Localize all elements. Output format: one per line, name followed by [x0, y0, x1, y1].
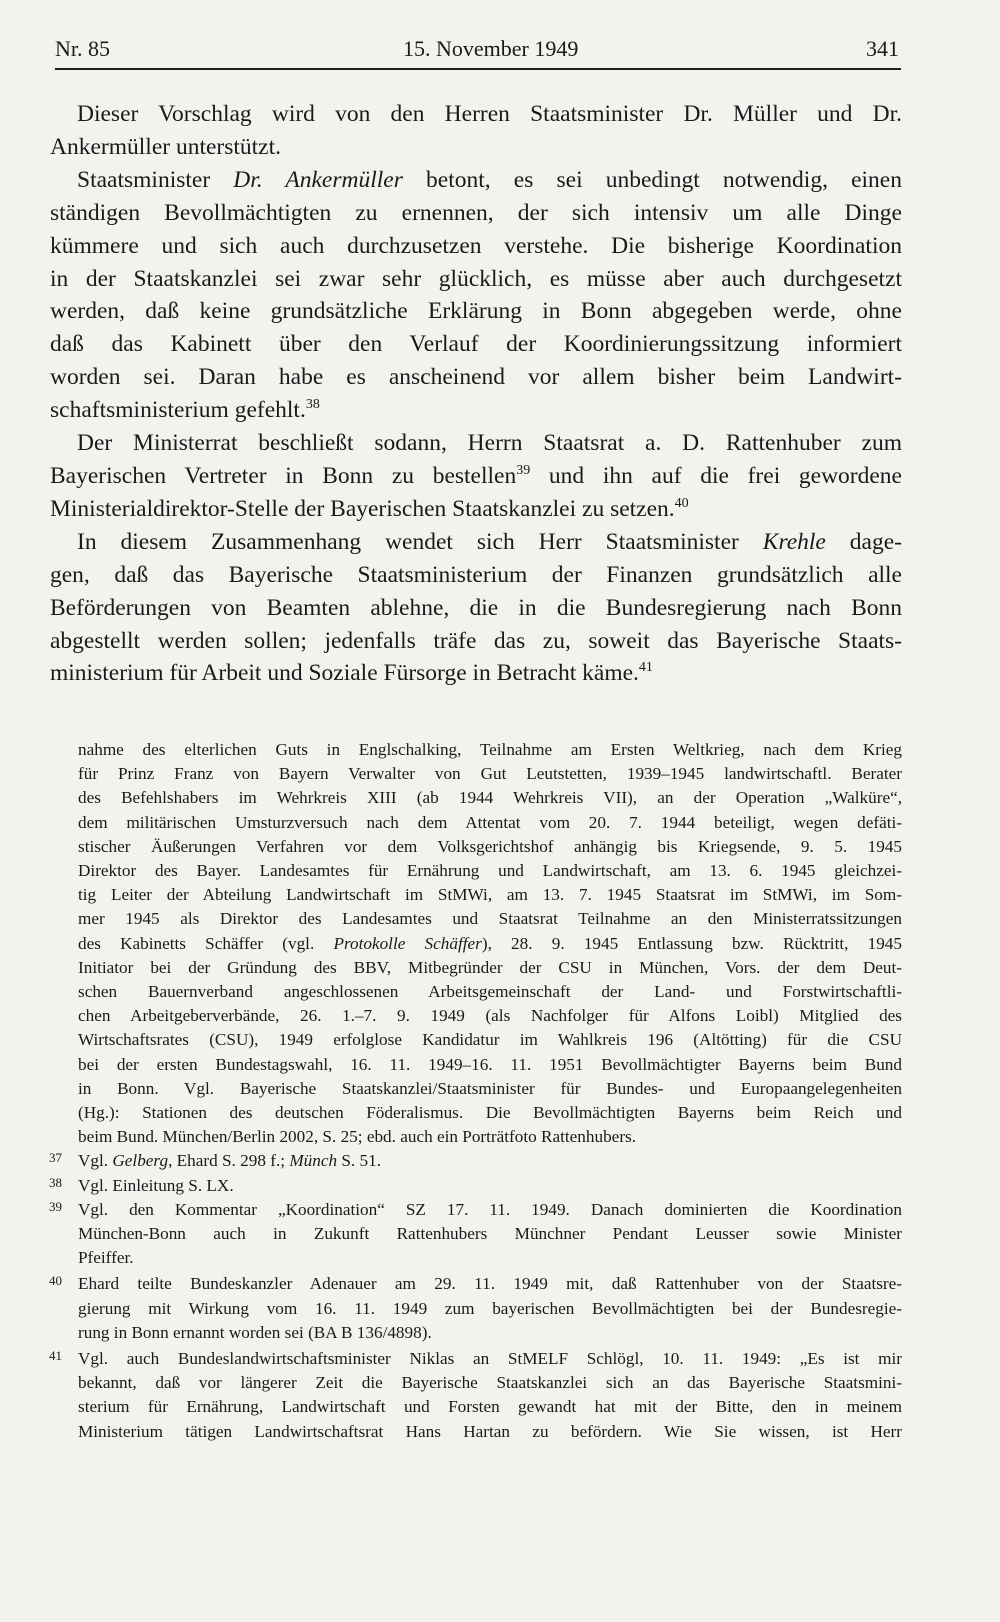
- footnote-line: gierung mit Wirkung vom 16. 11. 1949 zum bayerischen Bevollmächtigten bei der Bundesregie-: [78, 1298, 902, 1318]
- text-line: Ministerialdirektor-Stelle der Bayerischen Staatskanzlei zu setzen.$^{40}$: [50, 495, 689, 522]
- footnote-40: [49, 1272, 902, 1345]
- main-text: [50, 98, 902, 690]
- footnote-line: Wirtschaftsrates (CSU), 1949 erfolglose Kandidatur im Wahlkreis 196 (Altötting) für die CSU: [78, 1030, 902, 1050]
- header-date: 15. November 1949: [403, 36, 579, 61]
- footnote-line: dem militärischen Umsturzversuch nach dem Attentat vom 20. 7. 1944 beteiligt, wegen defäti-: [78, 812, 902, 832]
- text-line: werden, daß keine grundsätzliche Erklärung in Bonn abgegeben werde, ohne: [50, 298, 902, 325]
- paragraph-4: [50, 526, 902, 691]
- footnote-ref[interactable]: 41: [638, 660, 653, 676]
- footnote-line: Vgl. auch Bundeslandwirtschaftsminister Niklas an StMELF Schlögl, 10. 11. 1949: „Es ist mir: [78, 1349, 902, 1369]
- text-line: Dieser Vorschlag wird von den Herren Staatsminister Dr. Müller und Dr.: [77, 101, 902, 127]
- text-line: ständigen Bevollmächtigten zu ernennen, der sich intensiv um alle Dinge: [50, 199, 902, 226]
- footnote-line: schen Bauernverband angeschlossenen Arbeitsgemeinschaft der Land- und Forstwirtschaftli-: [78, 982, 902, 1002]
- text-line: in der Staatskanzlei sei zwar sehr glücklich, es müsse aber auch durchgesetzt: [50, 265, 902, 292]
- running-header: [55, 34, 901, 70]
- footnote-line: Direktor des Bayer. Landesamtes für Ernährung und Landwirtschaft, am 13. 6. 1945 gleichzei-: [78, 861, 902, 881]
- text-line: In diesem Zusammenhang wendet sich Herr Staatsminister Krehle dage-: [77, 528, 902, 555]
- footnote-line: des Kabinetts Schäffer (vgl. Protokolle Schäffer), 28. 9. 1945 Entlassung bzw. Rücktritt, 1945: [78, 933, 902, 953]
- footnote-41: [49, 1347, 902, 1444]
- footnote-line: beim Bund. München/Berlin 2002, S. 25; ebd. auch ein Porträtfoto Rattenhubers.: [78, 1127, 637, 1147]
- text-line: Der Ministerrat beschließt sodann, Herrn Staatsrat a. D. Rattenhuber zum: [77, 430, 902, 457]
- footnote-line: Ministerium tätigen Landwirtschaftsrat Hans Hartan zu befördern. Wie Sie wissen, ist Herr: [78, 1421, 902, 1441]
- minister-name: Dr. Ankermüller: [233, 166, 403, 193]
- footnote-line: chen Arbeitgeberverbände, 26. 1.–7. 9. 1949 (als Nachfolger für Alfons Loibl) Mitglied des: [78, 1006, 902, 1026]
- issue-number: Nr. 85: [55, 36, 110, 61]
- footnote-line: München-Bonn auch in Zukunft Rattenhubers Münchner Pendant Leusser sowie Minister: [78, 1224, 902, 1244]
- footnote-number: 40: [49, 1273, 62, 1289]
- text-line: abgestellt werden sollen; jedenfalls träfe das zu, soweit das Bayerische Staats-: [50, 627, 902, 654]
- footnote-38: [49, 1174, 902, 1198]
- footnote-line: rung in Bonn ernannt worden sei (BA B 136/4898).: [78, 1322, 432, 1342]
- footnote-ref[interactable]: 38: [305, 397, 320, 413]
- footnote-line: in Bonn. Vgl. Bayerische Staatskanzlei/Staatsminister für Bundes- und Europaangelegenheiten: [78, 1078, 902, 1098]
- footnote-number: 41: [49, 1348, 62, 1364]
- text-line: Bayerischen Vertreter in Bonn zu bestellen$^{39}$ und ihn auf die frei gewordene: [50, 462, 902, 489]
- footnote-37: [49, 1149, 902, 1173]
- footnote-line: Vgl. Einleitung S. LX.: [78, 1175, 234, 1195]
- footnote-line: des Befehlshabers im Wehrkreis XIII (ab 1944 Wehrkreis VII), an der Operation „Walküre“,: [78, 788, 902, 808]
- footnote-number: 39: [49, 1198, 62, 1214]
- footnote-number: 37: [49, 1150, 62, 1166]
- footnote-line: mer 1945 als Direktor des Landesamtes und Staatsrat Teilnahme an den Ministerratssitzungen: [78, 909, 902, 929]
- paragraph-2: [50, 164, 902, 427]
- text-line: Staatsminister Dr. Ankermüller betont, es sei unbedingt notwendig, einen: [77, 166, 902, 193]
- text-line: gen, daß das Bayerische Staatsministerium der Finanzen grundsätzlich alle: [50, 561, 902, 588]
- footnote-line: sterium für Ernährung, Landwirtschaft und Forsten gewandt hat mit der Bitte, den in meinem: [78, 1397, 902, 1417]
- footnote-number: 38: [49, 1174, 62, 1190]
- footnote-line: Initiator bei der Gründung des BBV, Mitbegründer der CSU in München, Vors. der dem Deut-: [78, 957, 902, 977]
- text-line: kümmere und sich auch durchzusetzen verstehe. Die bisherige Koordination: [50, 232, 902, 259]
- text-line: schaftsministerium gefehlt.$^{38}$: [50, 397, 320, 424]
- paragraph-3: [50, 427, 902, 526]
- footnote-line: Ehard teilte Bundeskanzler Adenauer am 29. 11. 1949 mit, daß Rattenhuber von der Staatsre-: [78, 1274, 902, 1294]
- footnote-line: tig Leiter der Abteilung Landwirtschaft im StMWi, am 13. 7. 1945 Staatsrat im StMWi, im Som-: [78, 885, 902, 905]
- text-line: worden sei. Daran habe es anscheinend vor allem bisher beim Landwirt-: [50, 364, 902, 391]
- footnote-ref[interactable]: 39: [516, 462, 531, 478]
- text-line: Ankermüller unterstützt.: [50, 133, 282, 160]
- text-line: ministerium für Arbeit und Soziale Fürsorge in Betracht käme.$^{41}$: [50, 660, 653, 687]
- footnote-ref[interactable]: 40: [674, 495, 689, 511]
- text-line: daß das Kabinett über den Verlauf der Koordinierungssitzung informiert: [50, 331, 902, 358]
- footnote-line: (Hg.): Stationen des deutschen Föderalismus. Die Bevollmächtigten Bayerns beim Reich und: [78, 1103, 902, 1123]
- footnote-36-continuation: [49, 738, 902, 1149]
- text-line: Beförderungen von Beamten ablehne, die in die Bundesregierung nach Bonn: [50, 594, 902, 621]
- footnote-line: Pfeiffer.: [78, 1248, 134, 1268]
- footnote-line: nahme des elterlichen Guts in Englschalking, Teilnahme am Ersten Weltkrieg, nach dem Krieg: [78, 740, 902, 759]
- footnote-line: für Prinz Franz von Bayern Verwalter von Gut Leutstetten, 1939–1945 landwirtschaftl. Berater: [78, 764, 902, 784]
- minister-name: Krehle: [762, 528, 826, 555]
- paragraph-1: [50, 98, 902, 164]
- footnote-line: bekannt, daß vor längerer Zeit die Bayerische Staatskanzlei sich an das Bayerische Staatsmini-: [78, 1373, 902, 1393]
- footnote-line: Vgl. Gelberg, Ehard S. 298 f.; Münch S. 51.: [78, 1151, 381, 1171]
- page-number: 341: [866, 36, 899, 61]
- footnote-line: Vgl. den Kommentar „Koordination“ SZ 17. 11. 1949. Danach dominierten die Koordination: [78, 1199, 902, 1219]
- footnote-39: [49, 1198, 902, 1271]
- footnotes: [49, 738, 902, 1444]
- footnote-line: stischer Äußerungen Verfahren vor dem Volksgerichtshof anhängig bis Kriegsende, 9. 5. 1945: [78, 836, 902, 856]
- footnote-line: bei der ersten Bundestagswahl, 16. 11. 1949–16. 11. 1951 Bevollmächtigter Bayerns beim Bund: [78, 1054, 902, 1074]
